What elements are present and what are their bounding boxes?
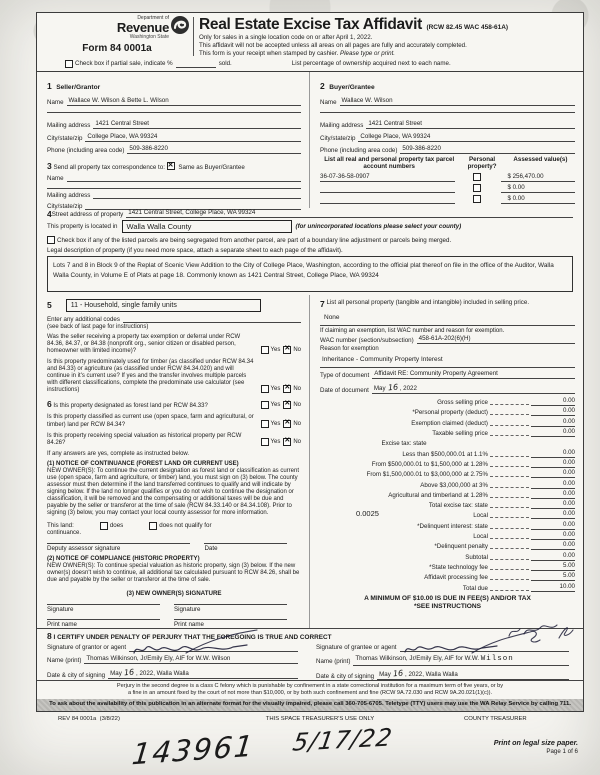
tax-value-field[interactable]: 0.00 bbox=[531, 480, 575, 489]
tax-value-field[interactable]: 0.00 bbox=[531, 418, 575, 427]
assessed-value-col-header: Assessed value(s) bbox=[513, 156, 568, 164]
section5-6-column: 5 11 - Household, single family units Enter any additional codes (see back of last page for instructions) Was the seller receiving a property tax exemption or deferral under RCW 84.36, 84.37, or 84.38 (nonprofit org., senior citizen or disabled person, homeowner with limited income)? Yes ✕ No Is this property predominately used for timber (as classified under RCW 84.34 and 84.33) or agriculture (as classified under RCW 84.34.020) and will continue in it's current use? If yes and the transfer involves multiple parcels with different classifications, complete the predominate use calculator (see instructions) Yes ✕ No 6 Is this property designated as forest land per RCW 84.33? Yes ✕ No Is this property classified as current use (open space, farm and agricultural, or timber) land per RCW 84.34? Yes ✕ No Is this property receiving special valuation as historical property per RCW 84.26? Yes ✕ No If any answers are yes, complete as instructed below. (1) NOTICE OF CONTINUANCE (FOREST LAND OR CURRENT USE) NEW OWNER(S): To continue the current designation as forest land or classification as current use (open space, farm and agriculture, or timber) land, you must sign on (3) below. The county assessor must then determine if the land transferred continues to qualify and will indicate by signing below. If the land no longer qualifies or you do not wish to continue the designation or classification, it will be removed and the compensating or additional taxes will be due and payable by the seller or transferor at the time of sale (RCW 84.33.140 or 84.34.108). Prior to signing (3) below, you may contact your local county assessor for more information. This land: does does not qualify for continuance. Deputy assessor signature Date (2) NOTICE OF COMPLIANCE (HISTORIC PROPERTY) NEW OWNER(S): To continue special valuation as historic property, sign (3) below. If the new owner(s) doesn't wish to continue, all additional tax calculated pursuant to RCW 84.26, shall be due and payable by the seller or transferor at the time of sale. (3) NEW OWNER(S) SIGNATURE Signature Signature Print name Print name bbox=[37, 295, 310, 628]
parcel-col-header: List all real and personal property tax parcel account numbers bbox=[324, 156, 455, 171]
new-owner-signature-field-2[interactable]: Signature bbox=[174, 604, 287, 613]
reason-for-exemption-label: Reason for exemption bbox=[320, 345, 379, 352]
tax-value-field[interactable]: 0.00 bbox=[531, 531, 575, 540]
partial-sale-label: Check box if partial sale, indicate % bbox=[75, 60, 173, 68]
minimum-due-note: A MINIMUM OF $10.00 IS DUE IN FEE(S) AND/OR TAX *SEE INSTRUCTIONS bbox=[364, 594, 531, 610]
buyer-phone-field[interactable]: 509-386-8220 bbox=[400, 146, 575, 154]
section8: 8 I CERTIFY UNDER PENALTY OF PERJURY THAT THE FOREGOING IS TRUE AND CORRECT Signature of grantor or agent Name (print) Thomas Wilkinson, Jr/Emily Ely, AIF for W.W. Wilson Date & city of signing May 16 , 2022, Walla Walla Signature of grantee or agent Name (print) Thomas Wilkinson, Jr/Emily Ely, AIF for W.W. Wilson Date & city of signing May 16 , 2022, Walla Walla bbox=[37, 628, 583, 680]
seller-name-field-2[interactable] bbox=[47, 111, 301, 113]
assessed-value-field[interactable]: $ 0.00 bbox=[501, 195, 575, 204]
county-select[interactable]: Walla Walla County bbox=[122, 220, 292, 233]
print-note-block bbox=[494, 738, 578, 755]
tax-correspondence-name-field[interactable] bbox=[67, 180, 301, 182]
local-rate-value: 0.0025 bbox=[356, 509, 379, 519]
personal-property-checkbox[interactable] bbox=[473, 184, 481, 192]
legal-description-field[interactable]: Lots 7 and 8 in Block 9 of the Replat of Scenic View Addition to the City of College Place, Washington, according to the official plat thereof on file in the office of the Auditor, Walla Walla County, in Volume E of Plats at page 18. Commonly known as 1421 Central Street, College Place, WA 99324 bbox=[47, 256, 573, 291]
treasurer-space-label: THIS SPACE TREASURER'S USE ONLY bbox=[265, 716, 375, 722]
personal-property-list-field[interactable]: None bbox=[324, 313, 340, 321]
reet-affidavit-form bbox=[36, 12, 584, 712]
form-header bbox=[37, 13, 583, 58]
buyer-mailing-field[interactable]: 1421 Central Street bbox=[366, 121, 575, 129]
perjury-note: Perjury in the second degree is a class C felony which is punishable by confinement in a state correctional institution for a maximum term of five years, or by a fine in an amount fixed by the court of not more than $10,000, or by both such confinement and fine (RCW 9A.72.030 and RCW 9A.20.021(1)(c)). bbox=[37, 680, 583, 698]
form-title: Real Estate Excise Tax Affidavit bbox=[199, 16, 422, 33]
new-owners-signature-title: (3) NEW OWNER(S) SIGNATURE bbox=[126, 589, 222, 597]
exemption-note: If claiming an exemption, list WAC number and reason for exemption. bbox=[320, 327, 505, 334]
buyer-column: 2 Buyer/Grantee Name Wallace W. Wilson Mailing address 1421 Central Street City/state/zip College Place, WA 99324 Phone (including area code) 509-386-8220 List all real and personal property tax parcel account numbers Personal property? Assessed value(s) 36-07-36-58-0907 $ 256,470.00 $ 0.00 $ 0.00 bbox=[310, 72, 583, 208]
buyer-name-field-2[interactable] bbox=[320, 111, 575, 113]
see-back-note: (see back of last page for instructions) bbox=[47, 323, 149, 330]
handwritten-day: 16 bbox=[392, 668, 404, 679]
assessed-value-field[interactable]: $ 256,470.00 bbox=[501, 173, 575, 182]
additional-codes-field[interactable] bbox=[123, 321, 301, 323]
land-use-code-field[interactable]: 11 - Household, single family units bbox=[66, 299, 261, 312]
seller-mailing-field[interactable]: 1421 Central Street bbox=[93, 121, 301, 129]
deputy-assessor-row bbox=[47, 543, 301, 552]
section4: 4 Street address of property 1421 Central Street, College Place, WA 99324 This property is located in Walla Walla County (for unincorporated locations please select your county) Check box if any of the listed parcels are being segregated from another parcel, are part of a boundary line adjustment or parcels being merged. Legal description of property (if you need more space, attach a separate sheet to each page of the affidavit). bbox=[37, 208, 583, 255]
county-treasurer-label: COUNTY TREASURER bbox=[464, 716, 527, 722]
header-divider bbox=[193, 17, 194, 56]
revenue-logo-icon bbox=[171, 16, 189, 34]
yes-checkbox[interactable] bbox=[261, 346, 269, 354]
same-as-buyer-checkbox[interactable] bbox=[167, 162, 175, 170]
forest-land-question: 6 Is this property designated as forest land per RCW 84.33? bbox=[47, 399, 208, 410]
located-in-label: This property is located in bbox=[47, 223, 118, 231]
seller-name-field[interactable]: Wallace W. Wilson & Bette L. Wilson bbox=[67, 98, 301, 106]
seller-city-field[interactable]: College Place, WA 99324 bbox=[85, 134, 301, 142]
tax-correspondence-mailing-field[interactable] bbox=[93, 197, 301, 199]
seller-column: 1 Seller/Grantor Name Wallace W. Wilson & Bette L. Wilson Mailing address 1421 Central Street City/state/zip College Place, WA 99324 Phone (including area code) 509-386-8220 3 Send all property tax correspondence to: ✕ Same as Buyer/Grantee Name Mailing address City/state/zip bbox=[37, 72, 310, 208]
ownership-note: List percentage of ownership acquired next to each name. bbox=[291, 60, 451, 68]
grantee-signature-field[interactable] bbox=[400, 650, 570, 652]
grantee-name-print-field[interactable]: Thomas Wilkinson, Jr/Emily Ely, AIF for W.W. Wilson bbox=[353, 656, 569, 666]
dor-logo-block bbox=[41, 16, 193, 58]
certify-statement: I CERTIFY UNDER PENALTY OF PERJURY THAT THE FOREGOING IS TRUE AND CORRECT bbox=[53, 633, 332, 641]
no-checkbox[interactable] bbox=[283, 438, 291, 446]
segregated-checkbox[interactable] bbox=[47, 236, 55, 244]
notice-continuance-body: NEW OWNER(S): To continue the current designation as forest land or classification as current use (open space, farm and agriculture, or timber) land, you must sign on (3) below. The county assessor must then determine if the land transferred continues to qualify and will indicate by signing below. If the land no longer qualifies or you do not wish to continue the designation or classification, it will be removed and the compensating or additional taxes will be due and payable by the seller or transferor at the time of sale (RCW 84.33.140 or 84.34.108). Prior to signing (3) below, you may contact your local county assessor for more information. bbox=[47, 467, 299, 516]
header-note-3: This form is your receipt when stamped by cashier. Please type or print. bbox=[199, 49, 396, 57]
tax-value-field[interactable]: 0.00 bbox=[531, 510, 575, 519]
predominate-use-question: Is this property predominately used for timber (as classified under RCW 84.34 and 84.33) or agriculture (as classified under RCW 84.34.020) and will continue in it's current use? If yes and the transfer involves multiple parcels with different classifications, complete the predominate use calculator (see instructions) bbox=[47, 359, 254, 394]
parcel-number-field[interactable] bbox=[320, 202, 455, 204]
does-not-qualify-checkbox[interactable] bbox=[149, 522, 157, 530]
section3-row: 3 Send all property tax correspondence to: ✕ Same as Buyer/Grantee bbox=[47, 161, 301, 171]
notice-compliance-body: NEW OWNER(S): To continue special valuation as historic property, sign (3) below. If the new owner(s) doesn't wish to continue, all additional tax calculated pursuant to RCW 84.26, shall be due and payable by the seller or transferor at the time of sale. bbox=[47, 562, 300, 583]
continuance-label: continuance. bbox=[47, 529, 82, 536]
yes-checkbox[interactable] bbox=[261, 420, 269, 428]
exemption-deferral-question: Was the seller receiving a property tax exemption or deferral under RCW 84.36, 84.37, or 84.38 (nonprofit org., senior citizen or disabled person, homeowner with limited income)? bbox=[47, 333, 241, 354]
parcel-row bbox=[320, 182, 575, 193]
yes-checkbox[interactable] bbox=[261, 438, 269, 446]
parcel-table bbox=[320, 157, 575, 204]
tax-value-field[interactable]: 0.00 bbox=[531, 521, 575, 530]
legal-size-note: Print on legal size paper. bbox=[493, 738, 578, 747]
if-any-yes-note: If any answers are yes, complete as instructed below. bbox=[47, 450, 190, 457]
no-checkbox[interactable] bbox=[283, 401, 291, 409]
grantor-name-print-field[interactable]: Thomas Wilkinson, Jr/Emily Ely, AIF for W.W. Wilson bbox=[84, 656, 298, 664]
tax-value-field[interactable]: 0.00 bbox=[531, 469, 575, 478]
new-owner-print-name-field-1[interactable]: Print name bbox=[47, 619, 160, 628]
grantor-date-city-field[interactable]: May 16 , 2022, Walla Walla bbox=[108, 669, 298, 679]
page-number: Page 1 of 6 bbox=[546, 748, 578, 755]
assessed-value-field[interactable]: $ 0.00 bbox=[501, 184, 575, 193]
tax-value-field[interactable]: 5.00 bbox=[531, 562, 575, 571]
section7-column: 7 List all personal property (tangible and intangible) included in selling price. None If claiming an exemption, list WAC number and reason for exemption. WAC number (section/subsection) 458-61A-202(6)(H) Reason for exemption Inheritance - Community Property Interest Type of document Affidavit RE: Community Property Agreement Date of document May 16 , 2022 Gross selling price 0.00 *Personal property (deduct) 0.00 Exemption claimed (deduct) 0.00 Taxable selling price 0.00 Excise tax: state Less than $500,000.01 at 1.1% 0.00 From $500,000.01 to $1,500,000 at 1.28% 0.00 From $1,500,000.01 to $3,000,000 at 2.75% 0.00 Above $3,000,000 at 3% 0.00 Agricultural and timberland at 1.28% 0.00 Total excise tax: state 0.00 0.0025 Local 0.00 *Delinquent interest: state 0.00 Local 0.00 *Delinquent penalty 0.00 Subtotal 0.00 *State technology fee 5.00 Affidavit processing fee 5.00 Total due 10.00 A MINIMUM OF $10.00 IS DUE IN FEE(S) AND/OR TAX *SEE INSTRUCTIONS bbox=[320, 298, 575, 610]
document-type-field[interactable]: Affidavit RE: Community Property Agreement bbox=[372, 371, 575, 379]
typewriter-name: Wilson bbox=[480, 655, 514, 664]
tax-value-field[interactable]: 0.00 bbox=[531, 459, 575, 468]
yes-checkbox[interactable] bbox=[261, 401, 269, 409]
partial-sale-sold-label: sold. bbox=[218, 60, 232, 68]
tax-value-field[interactable]: 0.00 bbox=[531, 449, 575, 458]
no-checkbox[interactable] bbox=[283, 346, 291, 354]
segregated-note: Check box if any of the listed parcels are being segregated from another parcel, are part of a boundary line adjustment or parcels being merged. bbox=[57, 236, 452, 244]
accessibility-band: To ask about the availability of this publication in an alternate format for the visually impaired, please call 360-705-6705. Teletype (TTY) users may use the WA Relay Service by calling 711. bbox=[37, 699, 583, 711]
land-qualify-row: This land: does does not qualify for bbox=[47, 522, 212, 530]
no-checkbox[interactable] bbox=[283, 420, 291, 428]
tax-computation: Gross selling price 0.00 *Personal property (deduct) 0.00 Exemption claimed (deduct) 0.00 Taxable selling price 0.00 Excise tax: state Less than $500,000.01 at 1.1% 0.00 From $500,000.01 to $1,500,000 at 1.28% 0.00 From $1,500,000.01 to $3,000,000 at 2.75% 0.00 Above $3,000,000 at 3% 0.00 Agricultural and timberland at 1.28% 0.00 Total excise tax: state 0.00 0.0025 Local 0.00 *Delinquent interest: state 0.00 Local 0.00 *Delinquent penalty 0.00 Subtotal 0.00 *State technology fee 5.00 Affidavit processing fee 5.00 Total due 10.00 bbox=[320, 396, 575, 592]
handwritten-day: 16 bbox=[123, 667, 135, 678]
seller-phone-field[interactable]: 509-386-8220 bbox=[127, 146, 301, 154]
divider bbox=[320, 325, 575, 326]
wac-number-field[interactable]: 458-61A-202(6)(H) bbox=[417, 336, 575, 344]
form-title-rcw: (RCW 82.45 WAC 458-61A) bbox=[426, 24, 509, 31]
grantor-signature-ink bbox=[131, 642, 261, 656]
yes-checkbox[interactable] bbox=[261, 385, 269, 393]
footer-row bbox=[36, 716, 584, 722]
personal-property-checkbox[interactable] bbox=[473, 173, 481, 181]
does-qualify-checkbox[interactable] bbox=[100, 522, 108, 530]
rev-number: REV 84 0001a bbox=[58, 716, 97, 722]
tax-value-field[interactable]: 0.00 bbox=[531, 428, 575, 437]
partial-sale-percent-field[interactable] bbox=[176, 60, 216, 68]
tax-value-field[interactable]: 0.00 bbox=[531, 490, 575, 499]
parcel-row bbox=[320, 193, 575, 204]
reason-for-exemption-field[interactable]: Inheritance - Community Property Interest bbox=[322, 355, 443, 363]
buyer-city-field[interactable]: College Place, WA 99324 bbox=[358, 134, 575, 142]
tax-value-field[interactable]: 0.00 bbox=[531, 552, 575, 561]
deputy-assessor-date-field[interactable]: Date bbox=[204, 543, 287, 552]
grantee-signature-ink bbox=[402, 642, 542, 656]
tax-value-field[interactable]: 0.00 bbox=[531, 407, 575, 416]
rev-date: (3/8/22) bbox=[99, 716, 120, 722]
dept-of-label: Department of bbox=[137, 15, 169, 21]
deputy-assessor-signature-field[interactable]: Deputy assessor signature bbox=[47, 543, 190, 552]
partial-sale-checkbox[interactable] bbox=[65, 60, 73, 68]
revenue-wordmark: Revenue bbox=[116, 20, 169, 35]
tax-correspondence-blank-field[interactable] bbox=[47, 187, 301, 189]
parcel-number-field[interactable] bbox=[320, 191, 455, 193]
personal-property-checkbox[interactable] bbox=[473, 195, 481, 203]
header-note-1: Only for sales in a single location code on or after April 1, 2022. bbox=[199, 34, 373, 42]
historic-property-question: Is this property receiving special valuation as historical property per RCW 84.26? bbox=[47, 432, 242, 446]
same-as-buyer-label: Same as Buyer/Grantee bbox=[178, 164, 245, 172]
grantee-signature-block: Signature of grantee or agent Name (print) Thomas Wilkinson, Jr/Emily Ely, AIF for W.W. Wilson Date & city of signing May 16 , 2022, Walla Walla bbox=[310, 641, 573, 680]
tax-value-field[interactable]: 10.00 bbox=[531, 583, 575, 592]
tax-value-field[interactable]: 0.00 bbox=[531, 500, 575, 509]
tax-value-field[interactable]: 0.00 bbox=[531, 541, 575, 550]
grantor-signature-field[interactable] bbox=[129, 650, 298, 652]
divider bbox=[320, 367, 575, 368]
grantee-date-city-field[interactable]: May 16 , 2022, Walla Walla bbox=[377, 670, 569, 680]
parcel-number-field[interactable]: 36-07-36-58-0907 bbox=[320, 173, 455, 182]
legal-description-label: Legal description of property (if you need more space, attach a separate sheet to each page of the affidavit). bbox=[47, 247, 343, 255]
buyer-section-title: Buyer/Grantee bbox=[329, 83, 375, 91]
washington-state-label: Washington State bbox=[129, 34, 169, 40]
personal-property-col-header: Personal property? bbox=[467, 156, 497, 171]
excise-tax-state-header: Excise tax: state bbox=[381, 440, 427, 448]
street-address-field[interactable]: 1421 Central Street, College Place, WA 99324 bbox=[126, 210, 573, 218]
tax-value-field[interactable]: 0.00 bbox=[531, 397, 575, 406]
personal-property-list-label: List all personal property (tangible and intangible) included in selling price. bbox=[326, 298, 530, 306]
notice-compliance-title: (2) NOTICE OF COMPLIANCE (HISTORIC PROPERTY) bbox=[47, 555, 200, 562]
buyer-name-field[interactable]: Wallace W. Wilson bbox=[340, 98, 575, 106]
partial-sale-row bbox=[37, 58, 583, 72]
new-owner-signature-field-1[interactable]: Signature bbox=[47, 604, 160, 613]
handwritten-receipt-number: 143961 bbox=[130, 728, 257, 772]
parcel-row bbox=[320, 171, 575, 182]
current-use-question: Is this property classified as current use (open space, farm and agricultural, or timber) land per RCW 84.34? bbox=[47, 414, 254, 428]
form-number: Form 84 0001a bbox=[82, 43, 152, 54]
document-date-field[interactable]: May 16 , 2022 bbox=[372, 384, 575, 394]
notice-continuance-title: (1) NOTICE OF CONTINUANCE (FOREST LAND OR CURRENT USE) bbox=[47, 460, 239, 467]
new-owner-print-name-field-2[interactable]: Print name bbox=[174, 619, 287, 628]
seller-section-title: Seller/Grantor bbox=[56, 83, 101, 91]
handwritten-stamp-date: 5/17/22 bbox=[290, 723, 395, 757]
county-note: (for unincorporated locations please select your county) bbox=[295, 223, 462, 231]
no-checkbox[interactable] bbox=[283, 385, 291, 393]
tax-value-field[interactable]: 5.00 bbox=[531, 572, 575, 581]
header-note-2: This affidavit will not be accepted unless all areas on all pages are fully and accurately completed. bbox=[199, 42, 467, 50]
grantor-signature-block: Signature of grantor or agent Name (print) Thomas Wilkinson, Jr/Emily Ely, AIF for W.W. Wilson Date & city of signing May 16 , 2022, Walla Walla bbox=[47, 641, 310, 680]
handwritten-day: 16 bbox=[387, 382, 399, 393]
